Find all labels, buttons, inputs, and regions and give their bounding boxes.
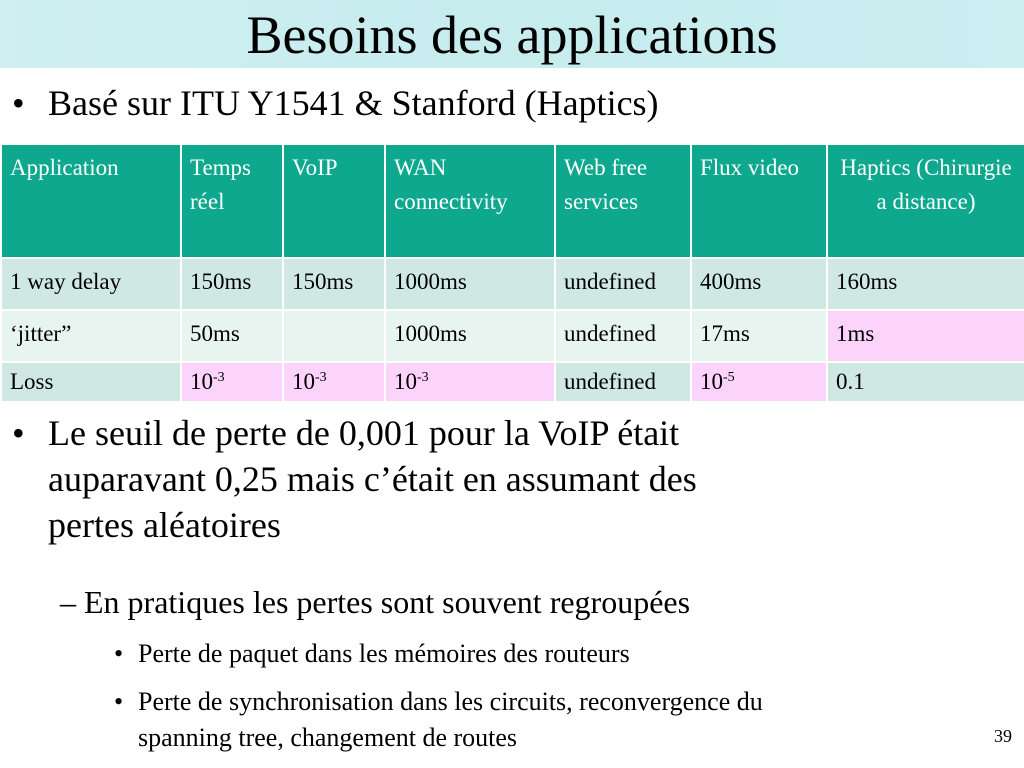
table-cell: 150ms (283, 258, 385, 310)
bullet-text-line: Le seuil de perte de 0,001 pour la VoIP était (48, 413, 680, 453)
bullet-icon: • (114, 687, 124, 716)
table-cell: 1000ms (385, 258, 555, 310)
sub-bullet: – En pratiques les pertes sont souvent regroupées (60, 584, 691, 620)
table-cell: undefined (555, 362, 691, 402)
header-cell: VoIP (283, 144, 385, 258)
sub-sub-bullet (114, 684, 763, 756)
header-cell: Haptics (Chirurgie a distance) (827, 144, 1024, 258)
table-cell: 400ms (691, 258, 827, 310)
table-header-row (1, 144, 1024, 258)
table-cell: 17ms (691, 310, 827, 362)
bullet-source-text: Basé sur ITU Y1541 & Stanford (Haptics) (48, 83, 659, 123)
table-cell: 160ms (827, 258, 1024, 310)
bullet-text-line: spanning tree, changement de routes (138, 723, 518, 752)
row-label: 1 way delay (1, 258, 181, 310)
row-label: ‘jitter” (1, 310, 181, 362)
sub-sub-bullet (114, 636, 630, 672)
bullet-source (12, 80, 659, 126)
table-cell: 0.1 (827, 362, 1024, 402)
requirements-table (0, 143, 1024, 403)
bullet-text-line: Perte de paquet dans les mémoires des routeurs (138, 639, 630, 668)
bullet-icon: • (12, 413, 25, 453)
table-cell-highlight: $10^{-3}$ (385, 362, 555, 402)
page-number: 39 (994, 726, 1012, 746)
header-cell: Temps réel (181, 144, 283, 258)
slide-title: Besoins des applications (246, 5, 778, 65)
bullet-loss-threshold (12, 410, 697, 548)
table-cell: undefined (555, 310, 691, 362)
bullet-text-line: Perte de synchronisation dans les circuits, reconvergence du (138, 687, 763, 716)
table-row (1, 310, 1024, 362)
table-cell: 1000ms (385, 310, 555, 362)
header-cell: Application (1, 144, 181, 258)
header-cell: Flux video (691, 144, 827, 258)
header-cell: Web free services (555, 144, 691, 258)
table-cell-highlight: $10^{-3}$ (283, 362, 385, 402)
bullet-icon: • (12, 83, 25, 123)
table-cell: 50ms (181, 310, 283, 362)
table-cell: 150ms (181, 258, 283, 310)
bullet-text-line: auparavant 0,25 mais c’était en assumant des (48, 459, 697, 499)
table-row (1, 258, 1024, 310)
table-cell-highlight: $10^{-3}$ (181, 362, 283, 402)
header-cell: WAN connectivity (385, 144, 555, 258)
table-cell (283, 310, 385, 362)
bullet-text-line: pertes aléatoires (48, 505, 281, 545)
row-label: Loss (1, 362, 181, 402)
table-cell: undefined (555, 258, 691, 310)
bullet-icon: • (114, 639, 124, 668)
table-cell-highlight: 1ms (827, 310, 1024, 362)
table-row (1, 362, 1024, 402)
table-cell-highlight: $10^{-5}$ (691, 362, 827, 402)
